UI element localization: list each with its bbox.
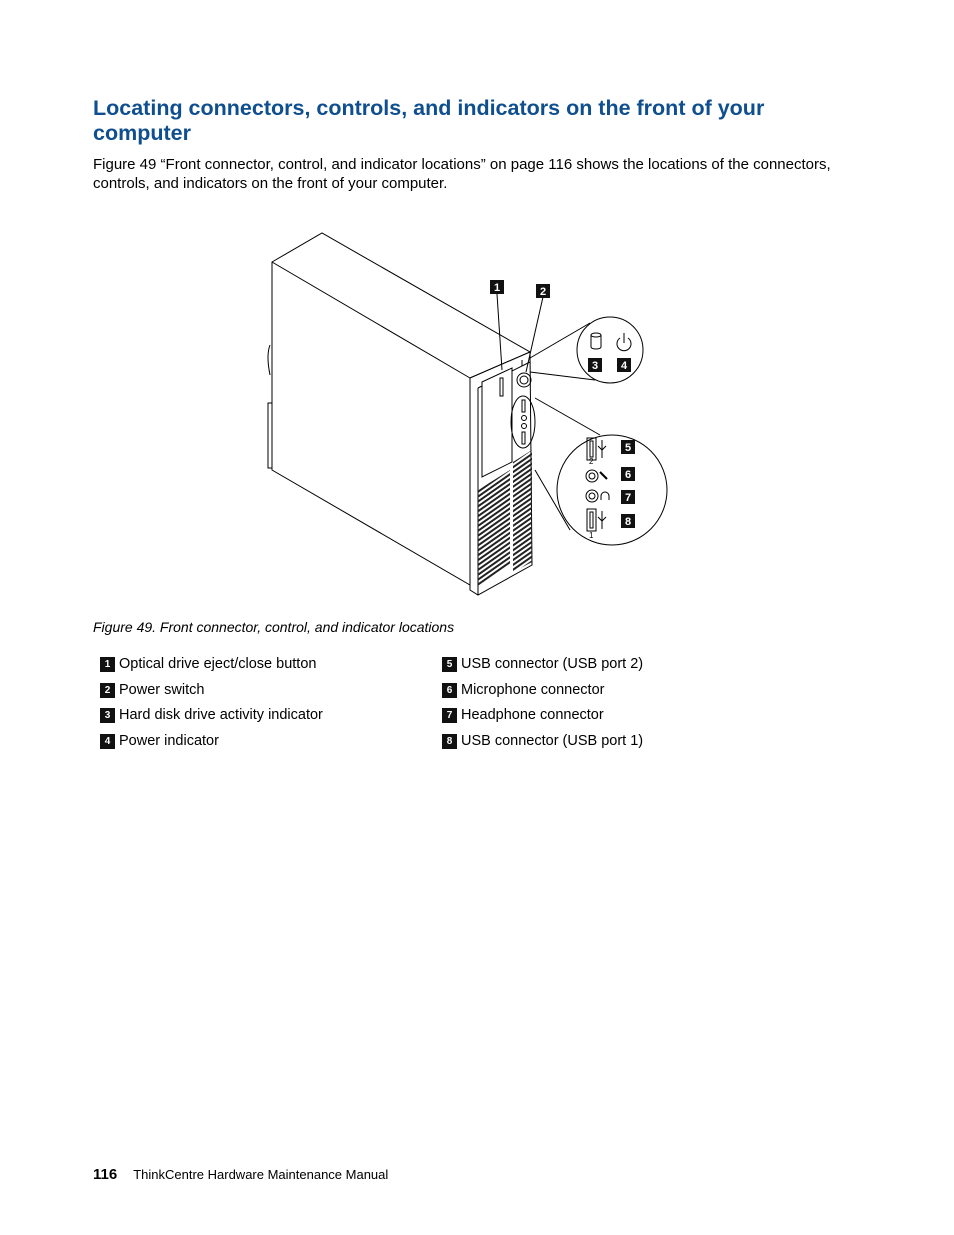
legend-label: Headphone connector xyxy=(461,707,604,723)
svg-text:8: 8 xyxy=(624,516,632,528)
legend-number: 3 xyxy=(100,708,115,723)
legend-label: USB connector (USB port 2) xyxy=(461,656,644,672)
legend-label: USB connector (USB port 1) xyxy=(461,732,644,749)
legend-item xyxy=(442,655,772,681)
optical-drive xyxy=(482,368,512,477)
page-number: 116 xyxy=(93,1166,118,1183)
legend-number: 1 xyxy=(100,657,115,672)
legend-item xyxy=(100,732,430,758)
callout-7 xyxy=(621,490,635,504)
section-heading: Locating connectors, controls, and indicators on the front of your computer xyxy=(93,96,765,145)
legend-label: Power indicator xyxy=(119,732,219,749)
optical-eject-button xyxy=(500,378,503,396)
usb-port-label: 1 xyxy=(589,531,594,540)
legend-left xyxy=(100,655,430,757)
legend-item xyxy=(442,681,772,707)
svg-text:2: 2 xyxy=(539,286,547,298)
svg-text:7: 7 xyxy=(624,492,632,504)
legend-label: Optical drive eject/close button xyxy=(119,656,317,672)
page-footer xyxy=(93,1166,388,1183)
legend-label: Power switch xyxy=(119,681,205,698)
callout-6 xyxy=(621,467,635,481)
svg-text:5: 5 xyxy=(624,442,632,454)
callout-1 xyxy=(490,280,504,294)
indicator-zoom-circle xyxy=(577,317,643,383)
svg-text:4: 4 xyxy=(620,360,628,372)
manual-title: ThinkCentre Hardware Maintenance Manual xyxy=(133,1167,389,1182)
legend-number: 5 xyxy=(442,657,457,672)
legend-right xyxy=(442,655,772,757)
callout-3 xyxy=(588,358,602,372)
legend-item xyxy=(100,655,430,681)
legend-item xyxy=(100,681,430,707)
legend-number: 4 xyxy=(100,734,115,749)
legend-item xyxy=(100,706,430,732)
callout-5 xyxy=(621,440,635,454)
figure-caption: Figure 49. Front connector, control, and indicator locations xyxy=(93,619,455,635)
connector-zoom-circle xyxy=(557,435,667,545)
svg-text:6: 6 xyxy=(624,469,632,481)
legend-number: 8 xyxy=(442,734,457,749)
callout-2 xyxy=(536,284,550,298)
computer-front-figure xyxy=(0,225,954,605)
legend-item xyxy=(442,706,772,732)
legend-label: Microphone connector xyxy=(461,681,605,698)
svg-text:1: 1 xyxy=(493,282,501,294)
intro-paragraph: Figure 49 “Front connector, control, and indicator locations” on page 116 shows the locations of the connectors, controls, and indicators on the front of your computer. xyxy=(93,156,831,192)
svg-text:3: 3 xyxy=(591,360,599,372)
legend-number: 7 xyxy=(442,708,457,723)
callout-8 xyxy=(621,514,635,528)
legend-number: 2 xyxy=(100,683,115,698)
legend-label: Hard disk drive activity indicator xyxy=(119,707,323,723)
callout-4 xyxy=(617,358,631,372)
usb-port-label: 2 xyxy=(589,457,594,466)
legend-item xyxy=(442,732,772,758)
legend-number: 6 xyxy=(442,683,457,698)
